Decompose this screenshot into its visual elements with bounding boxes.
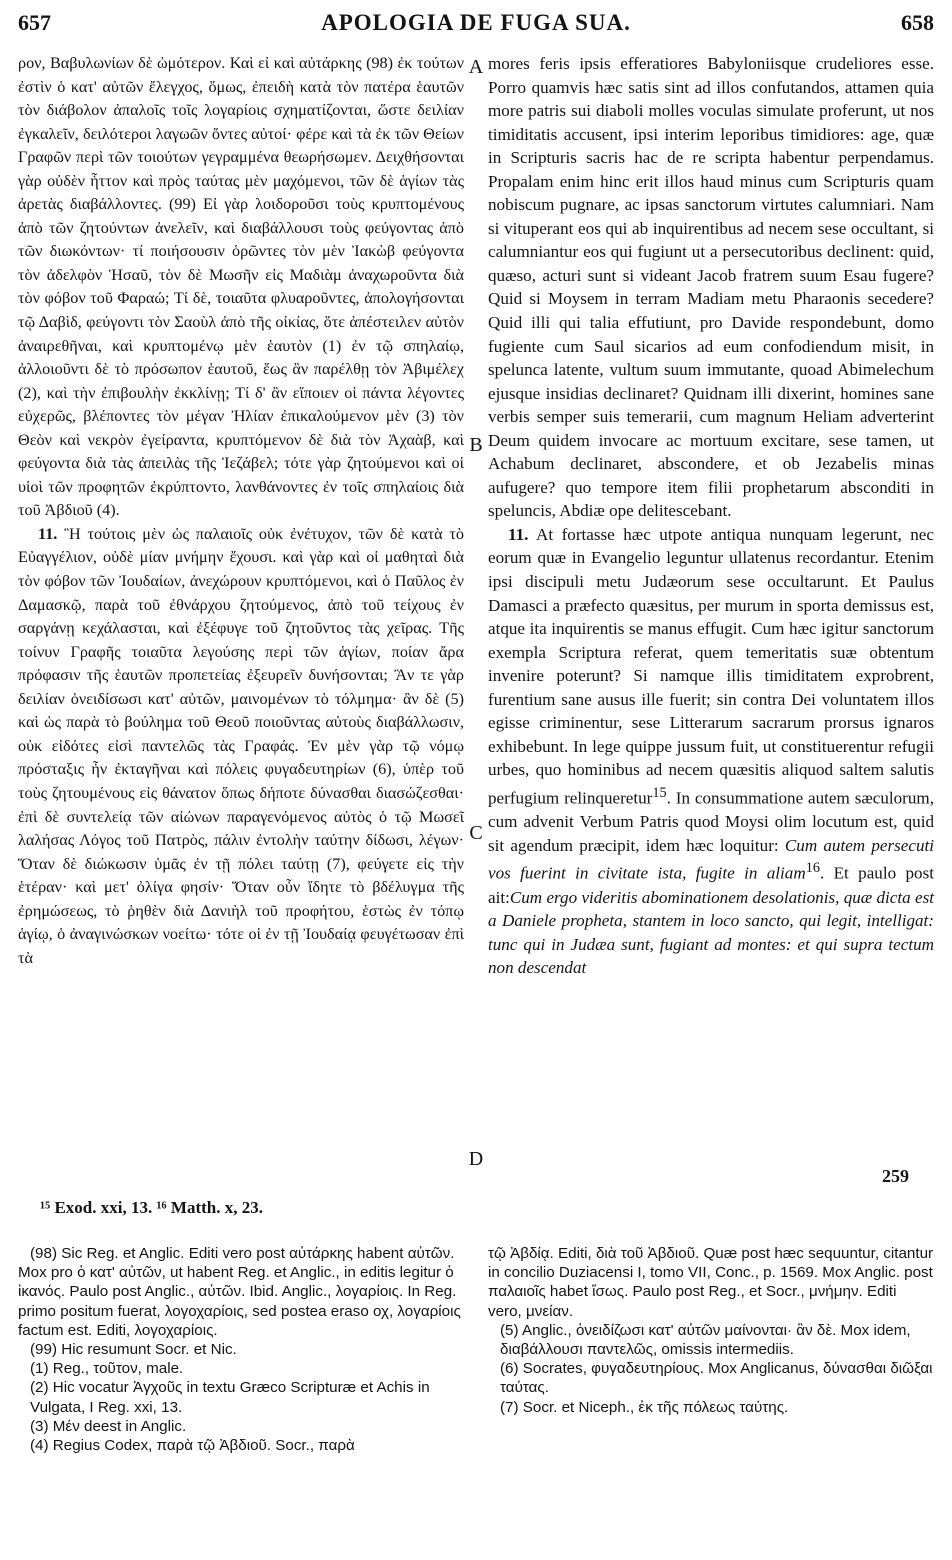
margin-letter-a: A: [468, 56, 484, 78]
greek-column: [18, 52, 464, 970]
latin-column: [488, 52, 934, 980]
latin-paragraph-1: mores feris ipsis efferatiores Babyloniisque crudeliores esse. Porro quamvis hæc satis sint ad illos confutandos, attamen quia more patris sui diaboli molles voculas simulate proferunt, ut nos timiditatis accusent, ipsi interim leporibus timidiores: age, quæ in Scripturis sacris hac de re scripta habentur perpendamus. Propalam enim hinc erit illos haud minus cum Scripturis quam nobiscum pugnare, ac ipsas sanctorum virtutes calumniari. Nam si vituperant eos qui ab inquirentibus ad necem sese occultant, si calumniantur eos qui fugiunt ut a persecutoribus declinent: quid, quæso, acturi sunt si videant Jacob fratrem suum Esau fugere? Quid si Moysem in terram Madiam metu Pharaonis secedere? Quid illi qui talia effutiunt, pro Davide respondebunt, domo fugiente cum Saul sicarios ad eum confodiendum misit, in spelunca latente, vultum suum immutante, quoad Abimelechum ejusque insidias declinaret? Quidnam illi dixerint, homines sane verbis semper suis temerarii, cum magnum Heliam adverterint Deum quidem invocare ac mortuum excitare, sese tamen, ut Achabum declinaret, abscondere, et ob Jezabelis minas aufugere? quo tempore item filii prophetarum absconditi in speluncis, Abdiæ ope delitescebant.: [488, 54, 934, 521]
footnote-ref-15: 15: [652, 784, 667, 801]
page-mark-number: 259: [882, 1166, 909, 1186]
footnote-2: (2) Hic vocatur Ἀγχοῦς in textu Græco Scripturæ et Achis in Vulgata, I Reg. xxi, 13.: [30, 1379, 430, 1416]
footnote-4: (4) Regius Codex, παρὰ τῷ Ἀβδιοῦ. Socr., παρὰ: [30, 1437, 355, 1455]
latin-paragraph-2: [488, 523, 934, 980]
greek-paragraph-2-text: Ἢ τούτοις μὲν ὡς παλαιοῖς οὐκ ἐνέτυχον, τῶν δὲ κατὰ τὸ Εὐαγγέλιον, οὐδὲ μίαν μνήμην ἔχουσι. καὶ γὰρ καὶ οἱ μαθηταὶ διὰ τὸν φόβον τῶν Ἰουδαίων, ἀνεχώρουν κρυπτόμενοι, καὶ ὁ Παῦλος ἐν Δαμασκῷ, παρὰ τοῦ ἐθνάρχου ζητούμενος, ἀπὸ τοῦ τείχους ἐν σαργάνῃ κεχάλασται, καὶ ἐξέφυγε τοῦ ζητοῦντος τὰς χεῖρας. Τῆς τοίνυν Γραφῆς τοιαῦτα λεγούσης περὶ τῶν ἁγίων, ποίαν ἄρα πρόφασιν τῆς ἑαυτῶν προπετείας ἐξευρεῖν δυνήσονται; Ἂν τε γὰρ δειλίαν ὀνειδίσωσι κατ' αὐτῶν, μαινομένων τὸ τόλμημα· ἂν δὲ (5) καὶ ὡς παρὰ τὸ βούλημα τοῦ Θεοῦ ποιοῦντας αὐτοὺς διαβάλλωσιν, οὐκ εἰδότες εἰσὶ παντελῶς τὰς Γραφάς. Ἐν μὲν γὰρ τῷ νόμῳ πρόσταξις ἦν ἐκταγῆναι καὶ πόλεις φυγαδευτηρίων (6), ὑπὲρ τοῦ τοὺς ζητουμένους εἰς θάνατον ὅπως δήποτε δύνασθαι διασώζεσθαι· ἐπὶ δὲ συντελείᾳ τῶν αἰώνων παραγενόμενος αὐτὸς ὁ τῷ Μωσεῖ λαλήσας Λόγος τοῦ Πατρὸς, πάλιν ἐντολὴν ταύτην δίδωσι, λέγων· Ὅταν δὲ διώκωσιν ὑμᾶς ἐν τῇ πόλει ταύτῃ (7), φεύγετε εἰς τὴν ἑτέραν· καὶ μετ' ὀλίγα φησίν· Ὅταν οὖν ἴδητε τὸ βδέλυγμα τῆς ἐρημώσεως, τὸ ῥηθὲν διὰ Δανιὴλ τοῦ προφήτου, ἑστὼς ἐν τόπῳ ἁγίῳ, ὁ ἀναγινώσκων νοείτω· τότε οἱ ἐν τῇ Ἰουδαίᾳ φευγέτωσαν ἐπὶ τὰ: [18, 524, 465, 967]
margin-letter-c: C: [469, 822, 483, 844]
latin-paragraph-2c: . Et paulo post ait:: [488, 863, 935, 907]
latin-paragraph-2b: . In consummatione autem sæculorum, cum advenit Verbum Patris quod Moysi olim locutum est, quid sit agendum præcipit, idem hæc loquitur:: [488, 788, 934, 855]
right-page-number: 658: [901, 10, 934, 35]
greek-paragraph-1: ρον, Βαβυλωνίων δὲ ὠμότερον. Καὶ εἰ καὶ αὐτάρκης (98) ἐκ τούτων ἐστὶν ὁ κατ' αὐτῶν ἔλεγχος, ὅμως, ἐπειδὴ κατὰ τὸν πατέρα ἑαυτῶν τὸν διάβολον ἀπαλοῖς τοῖς λογαρίοις σχηματίζονται, ὥστε δειλίαν ἐγκαλεῖν, δειλότεροι λαγωῶν ὄντες αὐτοί· φέρε καὶ τὰ ἐκ τῶν Θείων Γραφῶν περὶ τῶν τοιούτων γεγραμμένα θεωρήσωμεν. Δειχθήσονται γὰρ οὐδὲν ἧττον καὶ πρὸς ταύτας μὲν μαχόμενοι, τῶν δὲ ἁγίων τὰς ἀρετὰς διαβάλλοντες. (99) Εἰ γὰρ λοιδοροῦσι τοὺς κρυπτομένους ἀπὸ τῶν ζητούντων ἀνελεῖν, καὶ διαβάλλουσι τοὺς φεύγοντας ἀπὸ τῶν διωκόντων· τί ποιήσουσιν ὁρῶντες τὸν μὲν Ἰακὼβ φεύγοντα τὸν ἀδελφὸν Ἡσαῦ, τὸν δὲ Μωσῆν εἰς Μαδιὰμ ἀναχωροῦντα διὰ τὸν φόβον τοῦ Φαραώ; Τί δὲ, τοιαῦτα φλυαροῦντες, ἀπολογήσονται τῷ Δαβὶδ, φεύγοντι τὸν Σαοὺλ ἀπὸ τῆς οἰκίας, ὅτε ἀπέστειλεν αὐτὸν ἀναιρεθῆναι, καὶ κρυπτομένῳ μὲν ἑαυτὸν (1) ἐν τῷ σπηλαίῳ, ἀλλοιοῦντι δὲ τὸ πρόσωπον ἑαυτοῦ, ἕως ἂν παρέλθῃ τὸν Ἀβιμέλεχ (2), καὶ τὴν ἐπιβουλὴν ἐκκλίνῃ; Τί δ' ἂν εἴποιεν οἱ πάντα λέγοντες εὐχερῶς, βλέποντες τὸν μέγαν Ἠλίαν ἐπικαλούμενον μὲν (3) τὸν Θεὸν καὶ νεκρὸν ἐγείραντα, κρυπτόμενον δὲ διὰ τὸν Ἀχαὰβ, καὶ φεύγοντα διὰ τὰς ἀπειλὰς τῆς Ἰεζάβελ; τότε γὰρ ζητούμενοι καὶ οἱ υἱοὶ τῶν προφητῶν ἐκρύπτοντο, λανθάνοντες ἐν τοῖς σπηλαίοις διὰ τοῦ Ἀβδιοῦ (4).: [18, 54, 464, 520]
bible-references: [40, 1166, 909, 1218]
footnote-ref-16: 16: [805, 860, 820, 877]
running-title: APOLOGIA DE FUGA SUA.: [321, 10, 631, 35]
footnote-98: (98) Sic Reg. et Anglic. Editi vero post αὐτάρκης habent αὐτῶν. Mox pro ὁ κατ' αὐτῶν, ut habent Reg. et Anglic., in editis legitur ὁ ἱκανός. Paulo post Anglic., αὐτῶν. Ibid. Anglic., λογαρίοις. In Reg. primo positum fuerat, λογοχαρίοις, sed postea eraso οχ, λογαρίοις factum est. Editi, λογοχαρίοις.: [18, 1245, 461, 1339]
bible-reference-text: ¹⁵ Exod. xxi, 13. ¹⁶ Matth. x, 23.: [40, 1198, 263, 1217]
margin-letter-b: B: [469, 434, 483, 456]
footnotes-right: [488, 1244, 934, 1417]
footnote-5: (5) Anglic., ὀνειδίζωσι κατ' αὐτῶν μαίνονται· ἂν δὲ. Mox idem, διαβάλλουσι παντελῶς, omissis intermediis.: [500, 1321, 911, 1359]
footnote-4-continued: τῷ Ἀβδίᾳ. Editi, διὰ τοῦ Ἀβδιοῦ. Quæ post hæc sequuntur, citantur in concilio Duziacensi I, tomo VII, Conc., p. 1569. Mox Anglic. post παλαιοῖς habet ἴσως. Paulo post Reg., et Socr., μνήμην. Editi vero, μνείαν.: [488, 1245, 934, 1320]
latin-section-number: 11.: [508, 524, 529, 544]
quote-matthew-1: Cum autem persecuti vos fuerint in civitate ista, fugite in aliam: [488, 835, 934, 883]
footnotes-left: [18, 1244, 464, 1455]
footnote-7: (7) Socr. et Niceph., ἐκ τῆς πόλεως ταύτης.: [500, 1398, 789, 1416]
footnote-3: (3) Μέν deest in Anglic.: [30, 1417, 187, 1435]
page-header: [18, 10, 934, 46]
latin-paragraph-2a: At fortasse hæc utpote antiqua nunquam legerunt, nec eorum quæ in Evangelio leguntur ullatenus recordantur. Etenim ipsi discipuli metu Judæorum sese occultarunt. Et Paulus Damasci a præfecto quæsitus, per murum in sporta demissus est, atque ita inquirentis se manus effugit. Cum hæc igitur sanctorum exempla Scriptura referat, quem temeritatis suæ obtentum invenire poterunt? Si namque illis timiditatem exprobrent, furentium sane ausus ille fuerit; sin contra Dei voluntatem illos egisse criminentur, sese Litterarum sacrarum prorsus ignaros exhibebunt. In lege quippe jussum fuit, ut constituerentur refugii urbes, quo hominibus ad necem quæsitis aliquod saltem salutis perfugium relinqueretur: [488, 524, 934, 808]
footnote-6: (6) Socrates, φυγαδευτηρίους. Mox Anglicanus, δύνασθαι διῶξαι ταύτας.: [500, 1360, 933, 1397]
margin-letter-d: D: [468, 1148, 484, 1170]
footnote-1: (1) Reg., τοῦτον, male.: [30, 1360, 184, 1378]
greek-section-number: 11.: [38, 524, 58, 543]
left-page-number: 657: [18, 10, 51, 35]
greek-paragraph-2: [18, 523, 464, 970]
footnote-99: (99) Hic resumunt Socr. et Nic.: [30, 1341, 237, 1359]
quote-matthew-2: Cum ergo videritis abominationem desolationis, quæ dicta est a Daniele propheta, stantem in loco sancto, qui legit, intelligat: tunc qui in Judæa sunt, fugiant ad montes: et qui supra tectum non descendat: [488, 887, 934, 978]
